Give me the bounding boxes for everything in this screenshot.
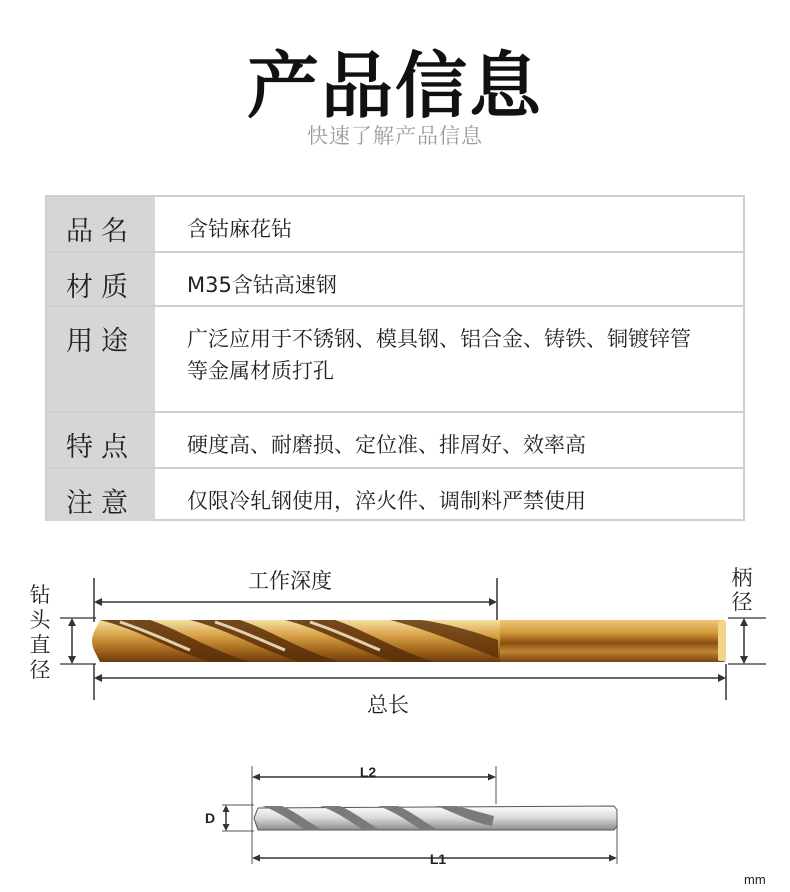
gold-drill-bit xyxy=(92,620,726,662)
spec-value: M35含钴高速钢 xyxy=(187,273,337,297)
spec-label: 用途 xyxy=(47,307,155,413)
spec-row-notice xyxy=(47,467,743,521)
spec-label: 注意 xyxy=(47,469,155,521)
page-subtitle: 快速了解产品信息 xyxy=(307,124,483,148)
drill-diameter-char: 直 xyxy=(29,633,51,657)
drill-diagram xyxy=(0,560,790,892)
drill-diameter-char: 钻 xyxy=(29,583,51,607)
spec-label: 品名 xyxy=(47,197,155,251)
total-length-label: 总长 xyxy=(367,693,409,717)
unit-label: mm xyxy=(744,872,766,887)
spec-label: 材质 xyxy=(47,253,155,307)
spec-value: 硬度高、耐磨损、定位准、排屑好、效率高 xyxy=(187,433,586,457)
spec-row-name xyxy=(47,197,743,251)
drill-diameter-char: 径 xyxy=(29,658,51,682)
l1-label: L1 xyxy=(429,851,447,867)
spec-label: 特点 xyxy=(47,413,155,469)
diameter-d-label: D xyxy=(204,810,216,826)
page-title: 产品信息 xyxy=(246,44,543,128)
working-depth-label: 工作深度 xyxy=(248,569,332,593)
spec-value: 广泛应用于不锈钢、模具钢、铝合金、铸铁、铜镀锌管等金属材质打孔 xyxy=(187,327,691,383)
spec-value: 含钴麻花钻 xyxy=(187,217,292,241)
spec-table xyxy=(45,195,745,521)
spec-value: 仅限冷轧钢使用，淬火件、调制料严禁使用 xyxy=(187,489,586,513)
shank-diameter-char: 柄 xyxy=(731,566,753,590)
shank-diameter-char: 径 xyxy=(731,590,753,614)
schematic-drill xyxy=(205,764,617,867)
spec-row-usage xyxy=(47,305,743,413)
drill-diameter-char: 头 xyxy=(29,608,51,632)
spec-row-material xyxy=(47,251,743,307)
spec-row-features xyxy=(47,411,743,469)
l2-label: L2 xyxy=(359,764,377,780)
